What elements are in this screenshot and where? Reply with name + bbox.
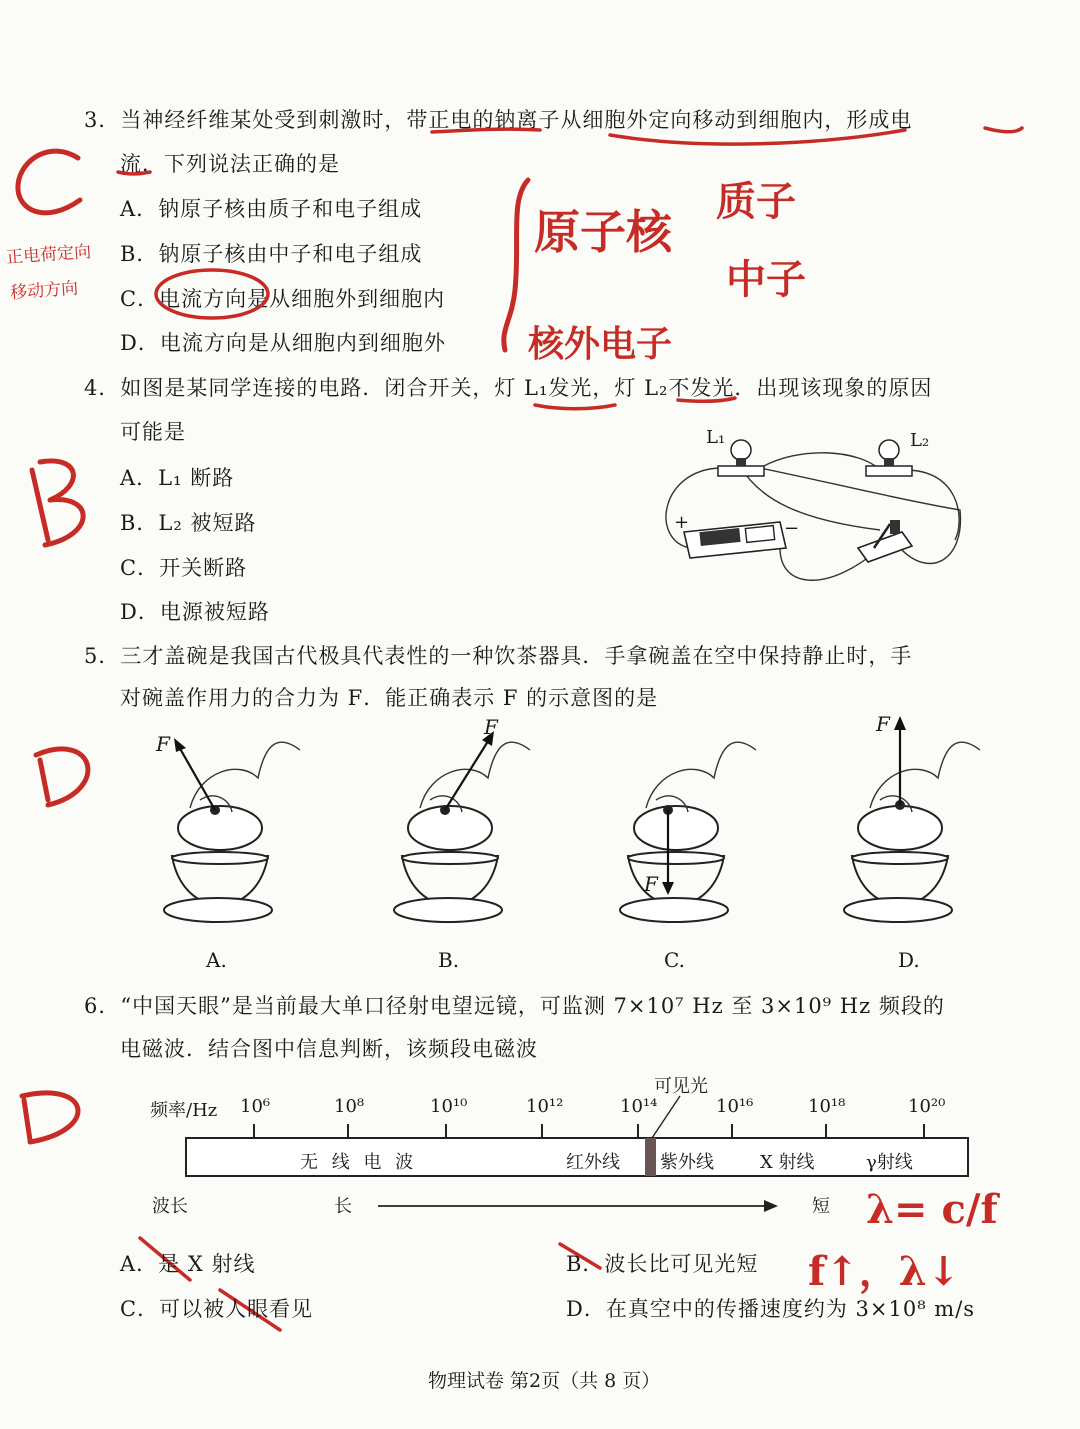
q3-option-c: C．电流方向是从细胞外到细胞内 [120,287,446,311]
teacup-b-icon [394,742,530,922]
q3-option-b: B．钠原子核由中子和电子组成 [120,242,423,266]
band-gamma: γ射线 [866,1152,913,1173]
force-arrow-d [894,716,906,805]
handwritten-nucleus: 原子核 [534,205,672,259]
handwritten-neutron: 中子 [726,256,806,303]
q4-stem-line1: 4．如图是某同学连接的电路．闭合开关，灯 L₁发光，灯 L₂不发光．出现该现象的原因 [84,376,933,400]
q3-option-a: A．钠原子核由质子和电子组成 [120,197,423,221]
q4-stem-line2: 可能是 [120,420,186,444]
q6-option-c: C．可以被人眼看见 [120,1297,314,1321]
choice-label-c: C. [664,948,685,972]
battery-minus-label: − [784,518,800,539]
wavelength-label: 波长 [152,1196,188,1217]
band-xray: X 射线 [760,1152,815,1173]
force-label-a: F [156,732,170,756]
band-ultraviolet: 紫外线 [660,1152,714,1173]
wavelength-long-label: 长 [334,1196,352,1217]
q4-option-a: A．L₁ 断路 [120,466,235,490]
q4-option-b: B．L₂ 被短路 [120,511,257,535]
q6-option-d: D．在真空中的传播速度约为 3×10⁸ m/s [566,1297,976,1321]
band-radio: 无 线 电 波 [300,1152,418,1173]
q4-option-c: C．开关断路 [120,556,248,580]
q3-option-d: D．电流方向是从细胞内到细胞外 [120,331,446,355]
q5-stem-line2: 对碗盖作用力的合力为 F．能正确表示 F 的示意图的是 [120,686,659,710]
teacup-c-icon [620,742,756,922]
force-label-c: F [644,872,658,896]
teacup-a-icon [164,742,300,922]
q5-stem-line1: 5．三才盖碗是我国古代极具代表性的一种饮茶器具．手拿碗盖在空中保持静止时，手 [84,644,913,668]
handwritten-note-direction: 移动方向 [9,278,79,304]
frequency-axis-label: 频率/Hz [150,1100,218,1121]
tick-label: 10⁶ [240,1096,271,1117]
tick-label: 10¹⁶ [716,1096,754,1117]
switch-icon [858,520,912,562]
force-arrow-a [174,738,215,810]
tick-label: 10¹² [526,1096,564,1117]
handwritten-electron: 核外电子 [528,323,673,365]
battery-plus-label: + [674,512,690,533]
tick-label: 10¹⁸ [808,1096,846,1117]
visible-light-label: 可见光 [654,1076,708,1097]
q4-option-d: D．电源被短路 [120,600,270,624]
q3-stem-line2: 流．下列说法正确的是 [120,152,340,176]
force-label-b: F [484,715,498,739]
lamp-l2-label: L₂ [910,430,930,451]
q6-stem-line2: 电磁波．结合图中信息判断，该频段电磁波 [120,1037,538,1061]
handwritten-note-positive-charge: 正电荷定向 [5,242,92,268]
wavelength-short-label: 短 [812,1196,830,1217]
choice-label-a: A. [206,948,227,972]
handwritten-formula-2: f↑，λ↓ [808,1248,961,1295]
tick-label: 10¹⁴ [620,1096,658,1117]
q6-option-a: A．是 X 射线 [120,1252,256,1276]
lamp-l2-icon [866,440,912,476]
handwritten-proton: 质子 [716,178,796,225]
q6-option-b: B．波长比可见光短 [566,1252,759,1276]
q6-stem-line1: 6．“中国天眼”是当前最大单口径射电望远镜，可监测 7×10⁷ Hz 至 3×10⁹ Hz 频段的 [84,994,945,1018]
band-infrared: 红外线 [566,1152,620,1173]
lamp-l1-label: L₁ [706,427,726,448]
q3-stem-line1: 3．当神经纤维某处受到刺激时，带正电的钠离子从细胞外定向移动到细胞内，形成电 [84,108,913,132]
page-footer: 物理试卷 第2页（共 8 页） [428,1370,661,1392]
choice-label-b: B. [438,948,460,972]
tick-label: 10¹⁰ [430,1096,468,1117]
force-arrow-b [445,731,494,810]
force-label-d: F [876,712,890,736]
wavelength-arrow [378,1200,778,1212]
choice-label-d: D. [898,948,920,972]
tick-label: 10²⁰ [908,1096,946,1117]
teacup-d-icon [844,742,980,922]
tick-label: 10⁸ [334,1096,365,1117]
battery-icon [684,522,786,558]
handwritten-formula: λ= c/f [866,1186,998,1233]
